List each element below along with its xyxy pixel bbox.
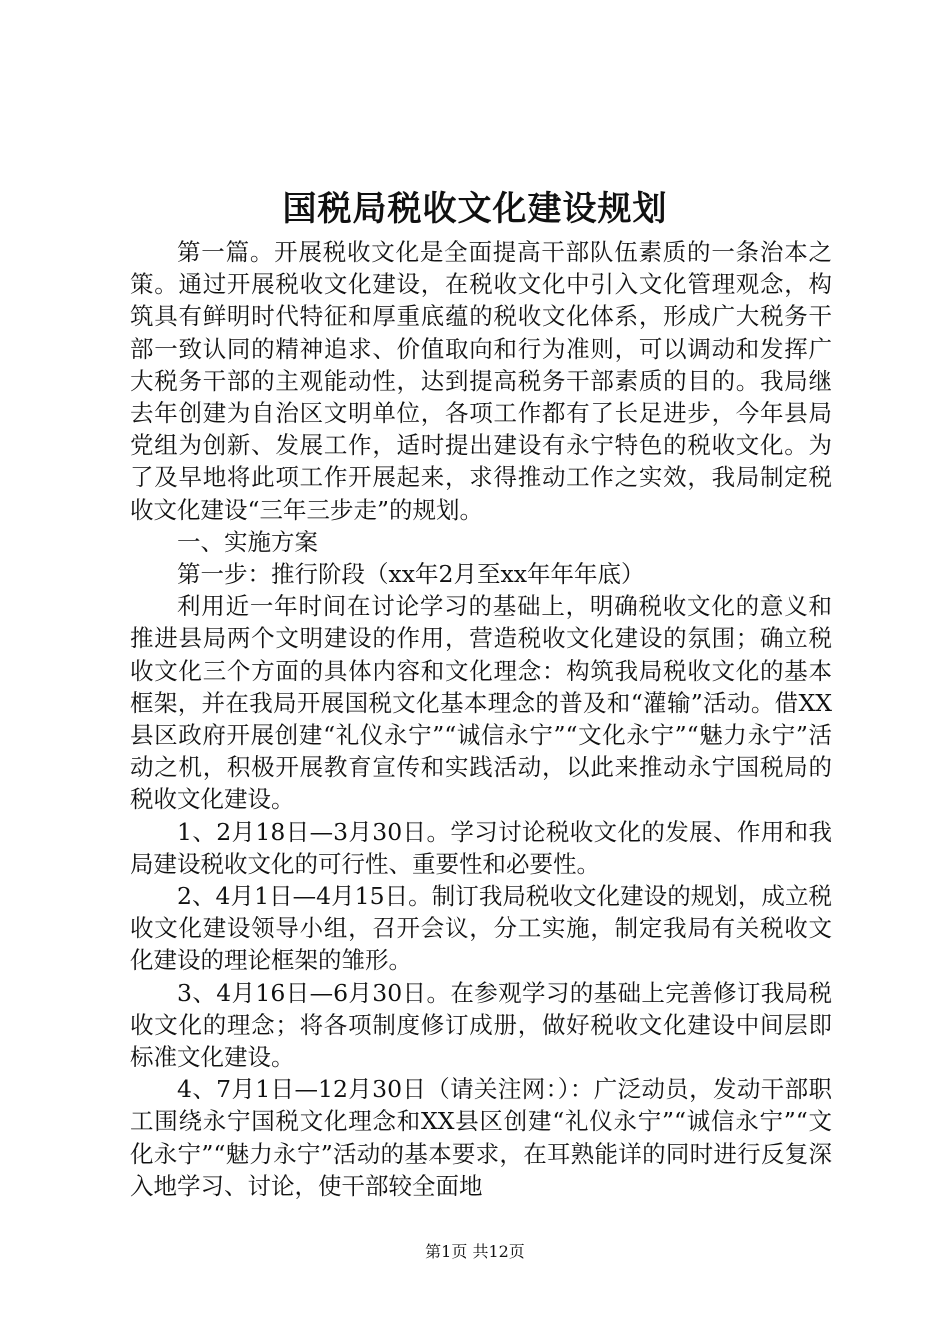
list-item: 3、4月16日—6月30日。在参观学习的基础上完善修订我局税收文化的理念；将各项制度修订成册，做好税收文化建设中间层即标准文化建设。 [130,978,832,1072]
paragraph-intro: 第一篇。开展税收文化是全面提高干部队伍素质的一条治本之策。通过开展税收文化建设，在税收文化中引入文化管理观念，构筑具有鲜明时代特征和厚重底蕴的税收文化体系，形成广大税务干部一致认同的精神追求、价值取向和行为准则，可以调动和发挥广大税务干部的主观能动性，达到提高税务干部素质的目的。我局继去年创建为自治区文明单位，各项工作都有了长足进步，今年县局党组为创新、发展工作，适时提出建设有永宁特色的税收文化。为了及早地将此项工作开展起来，求得推动工作之实效，我局制定税收文化建设“三年三步走”的规划。 [130,238,832,524]
page-footer: 第1页 共12页 [425,1242,525,1261]
section-heading: 一、实施方案 [177,527,318,556]
paragraph: 利用近一年时间在讨论学习的基础上，明确税收文化的意义和推进县局两个文明建设的作用，营造税收文化建设的氛围；确立税收文化三个方面的具体内容和文化理念：构筑我局税收文化的基本框架，并在我局开展国税文化基本理念的普及和“灌输”活动。借XX县区政府开展创建“礼仪永宁”“诚信永宁”“文化永宁”“魅力永宁”活动之机，积极开展教育宣传和实践活动，以此来推动永宁国税局的税收文化建设。 [130,592,832,814]
document-title: 国税局税收文化建设规划 [282,189,668,229]
list-item: 2、4月1日—4月15日。制订我局税收文化建设的规划，成立税收文化建设领导小组，召开会议，分工实施，制定我局有关税收文化建设的理论框架的雏形。 [130,882,832,975]
document-body [130,236,832,1202]
list-item: 1、2月18日—3月30日。学习讨论税收文化的发展、作用和我局建设税收文化的可行性、重要性和必要性。 [130,817,832,878]
list-item: 4、7月1日—12月30日（请关注网：）：广泛动员，发动干部职工围绕永宁国税文化理念和XX县区创建“礼仪永宁”“诚信永宁”“文化永宁”“魅力永宁”活动的基本要求，在耳熟能详的同时进行反复深入地学习、讨论，使干部较全面地 [130,1075,832,1200]
step-heading: 第一步：推行阶段（xx年2月至xx年年年底） [177,560,645,589]
